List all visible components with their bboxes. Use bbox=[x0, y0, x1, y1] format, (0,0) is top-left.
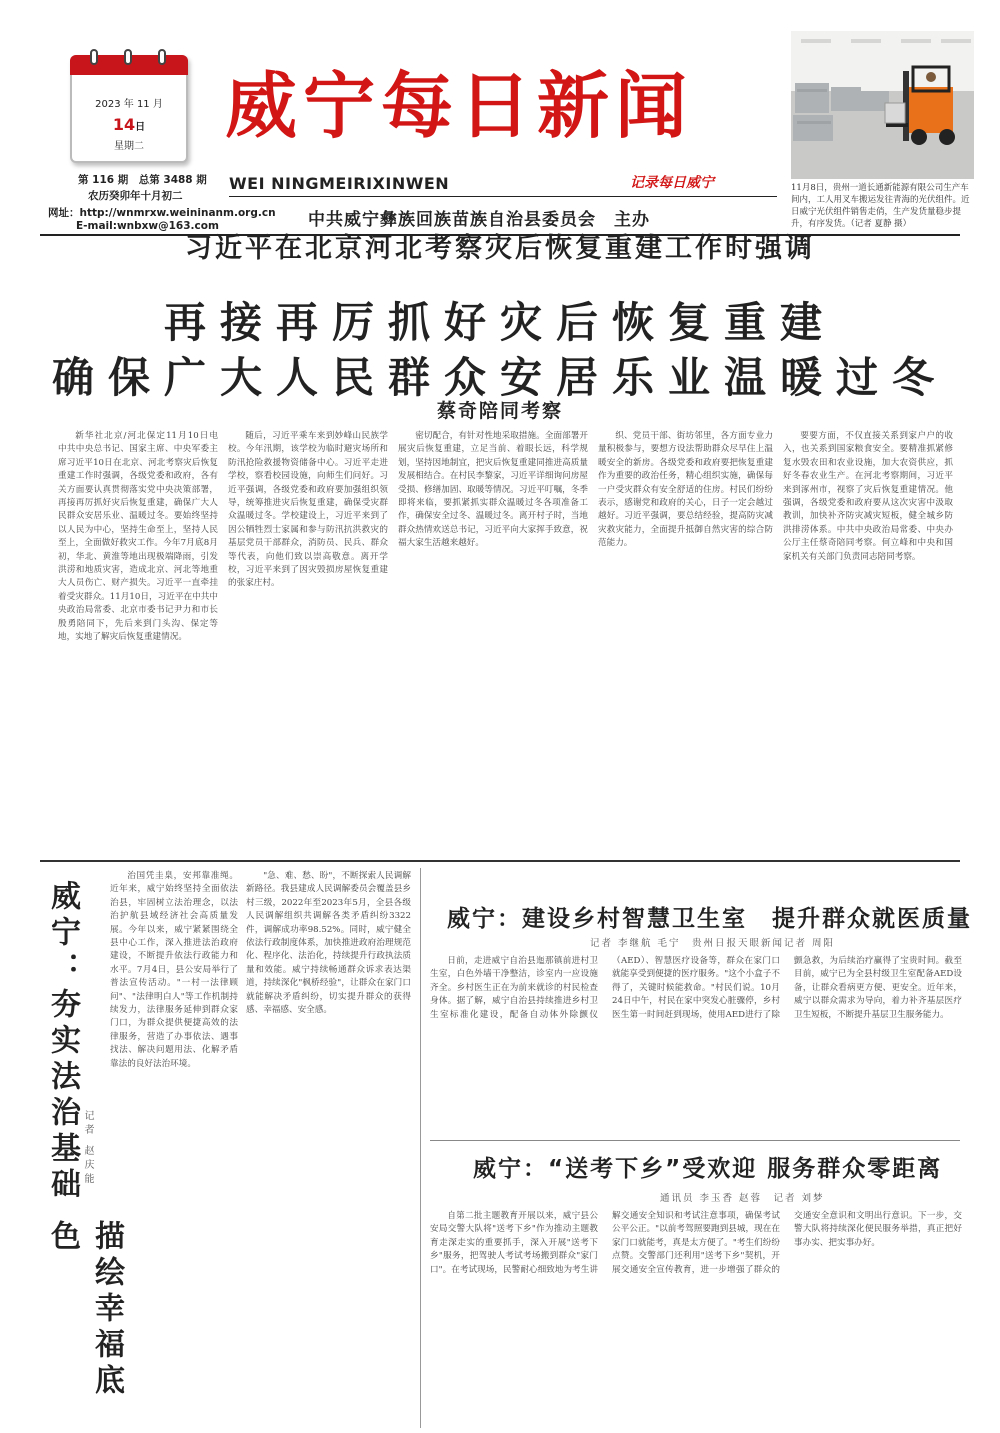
story3-body: 自第二批主题教育开展以来，威宁县公安局交警大队将"送考下乡"作为推动主题教育走深走实的重要抓手，深入开展"送考下乡"服务，把驾驶人考试考场搬到群众"家门口"。在考试现场，民警耐心细致地为考生讲解交通安全知识和考试注意事项，确保考试公平公正。"以前考驾照要跑到县城，现在在家门口就能考，真是太方便了。"考生们纷纷点赞。交警部门还利用"送考下乡"契机，开展交通安全宣传教育，进一步增强了群众的交通安全意识和文明出行意识。下一步，交警大队将持续深化便民服务举措，真正把好事办实、把实事办好。 bbox=[430, 1211, 962, 1275]
masthead-title: 威宁每日新闻 bbox=[225, 63, 694, 148]
left-story-title-part2: 描绘幸福底色 bbox=[45, 1220, 124, 1400]
photo-caption: 11月8日，贵州一道长通新能源有限公司生产车间内，工人用叉车搬运发往青海的光伏组件。近日威宁光伏组件销售走俏，生产发货量稳步提升，有序发货。（记者 夏静 摄） bbox=[791, 183, 970, 229]
masthead-pinyin: WEI NINGMEIRIXINWEN bbox=[229, 174, 450, 193]
divider bbox=[229, 196, 777, 197]
left-story-reporter: 记者 赵庆能 bbox=[82, 1110, 93, 1188]
calendar-month: 2023 年 11 月 bbox=[95, 99, 163, 110]
headline-kicker: 习近平在北京河北考察灾后恢复重建工作时强调 bbox=[185, 233, 815, 264]
divider bbox=[430, 1140, 960, 1141]
calendar-widget bbox=[70, 55, 188, 163]
story3-title: 威宁：“送考下乡”受欢迎 服务群众零距离 bbox=[473, 1156, 943, 1182]
warehouse-photo bbox=[791, 31, 974, 179]
lead-article-column: 随后，习近平乘车来到妙峰山民族学校。今年汛期，该学校为临时避灾场所和防汛抢险救援物资储备中心。习近平走进学校，察看校园设施，向师生们问好。习近平强调，各级党委和政府要加强组织领导，统筹推进灾后恢复重建，确保受灾群众温暖过冬。学校建设上，习近平来到了因公牺牲烈士家属和参与防汛抗洪救灾的基层党员干部群众，消防员、民兵、群众等代表，向他们致以崇高敬意。离开学校，习近平来到了因灾毁损房屋恢复重建的张家庄村。 bbox=[228, 431, 388, 589]
headline-main-line2: 确保广大人民群众安居乐业温暖过冬 bbox=[51, 353, 948, 402]
issue-number: 第 116 期 总第 3488 期 bbox=[78, 174, 207, 186]
left-story-column: 治国凭圭臬，安邦靠准绳。近年来，威宁始终坚持全面依法治县，牢固树立法治理念，以法治护航县域经济社会高质量发展。今年以来，威宁紧紧围绕全县中心工作，深入推进法治政府建设，不断提升依法行政能力和水平。7月4日，县公安局举行了普法宣传活动。"一村一法律顾问"、"法律明白人"等工作机制持续发力，法律服务延伸到群众家门口，为群众提供便捷高效的法律服务，营造了办事依法、遇事找法、解决问题用法、化解矛盾靠法的良好法治环境。 bbox=[110, 871, 238, 1069]
email-link[interactable]: E-mail:wnbxw@163.com bbox=[76, 220, 219, 232]
host-organization: 中共威宁彝族回族苗族自治县委员会 主办 bbox=[308, 210, 650, 230]
masthead-slogan: 记录每日威宁 bbox=[630, 175, 714, 191]
website-link[interactable]: 网址：http://wnmrxw.weininanm.org.cn bbox=[48, 207, 276, 219]
calendar-day: 14日 bbox=[112, 115, 146, 134]
headline-subtitle: 蔡奇陪同考察 bbox=[436, 400, 563, 422]
calendar-weekday: 星期二 bbox=[114, 141, 144, 152]
story2-body: 日前，走进威宁自治县迤那镇前进村卫生室，白色外墙干净整洁，诊室内一应设施齐全。乡村医生正在为前来就诊的村民检查身体。据了解，威宁自治县持续推进乡村卫生室标准化建设，配备自动体外除颤仪（AED）、智慧医疗设备等，群众在家门口就能享受到便捷的医疗服务。"这个小盒子不得了，关键时候能救命。"村民们说。10月24日中午，村民在家中突发心脏骤停，乡村医生第一时间赶到现场，使用AED进行了除颤急救，为后续治疗赢得了宝贵时间。截至目前，威宁已为全县村级卫生室配备AED设备，让群众看病更方便、更安全。近年来，威宁以群众需求为导向，着力补齐基层医疗卫生短板，不断提升基层卫生服务能力。 bbox=[430, 956, 962, 1020]
column-divider bbox=[420, 868, 421, 1428]
lead-article-column: 织、党员干部、街坊邻里，各方面专业力量积极参与，要想方设法帮助群众尽早住上温暖安全的新房。各级党委和政府要把恢复重建作为重要的政治任务，精心组织实施，确保每一户受灾群众有安全舒适的住房。村民们纷纷表示，感谢党和政府的关心，日子一定会越过越好。习近平强调，要总结经验，提高防灾减灾救灾能力，全面提升抵御自然灾害的综合防范能力。 bbox=[598, 431, 773, 549]
calendar-ring-icon bbox=[90, 49, 98, 65]
calendar-ring-icon bbox=[158, 49, 166, 65]
left-story-column: "急、难、愁、盼"，不断探索人民调解新路径。我县建成人民调解委员会覆盖县乡村三级，2022年至2023年5月，全县各级人民调解组织共调解各类矛盾纠纷3322件，调解成功率98.52%。同时，威宁健全依法行政制度体系，加快推进政府治理规范化、程序化、法治化，持续提升行政执法质量和效能。威宁持续畅通群众诉求表达渠道，持续深化"枫桥经验"，让群众在家门口就能解决矛盾纠纷，切实提升群众的获得感、幸福感、安全感。 bbox=[246, 871, 411, 1016]
story3-byline: 通讯员 李玉香 赵蓉 记者 刘梦 bbox=[660, 1193, 825, 1204]
section-rule bbox=[40, 860, 960, 862]
headline-main-line1: 再接再厉抓好灾后恢复重建 bbox=[163, 298, 836, 347]
left-story-title-part1: 威宁：夯实法治基础 bbox=[45, 880, 80, 1204]
calendar-ring-icon bbox=[124, 49, 132, 65]
story2-title: 威宁：建设乡村智慧卫生室 提升群众就医质量 bbox=[447, 906, 972, 932]
story2-byline: 记者 李继航 毛宁 贵州日报天眼新闻记者 周阳 bbox=[590, 938, 836, 949]
lunar-date: 农历癸卯年十月初二 bbox=[88, 190, 183, 202]
lead-article-column: 密切配合，有针对性地采取措施。全面部署开展灾后恢复重建，立足当前、着眼长远，科学规划，坚持因地制宜，把灾后恢复重建同推进高质量发展相结合。在村民李黎家，习近平详细询问房屋受损、修缮加固、取暖等情况。习近平叮嘱，冬季即将来临，要抓紧抓实群众温暖过冬各项准备工作，确保安全过冬、温暖过冬。离开村子时，当地群众热情欢送总书记，习近平向大家挥手致意，祝福大家生活越来越好。 bbox=[398, 431, 588, 549]
lead-article-column: 要要方面，不仅直接关系到家户户的收入，也关系到国家粮食安全。要精准抓紧修复水毁农田和农业设施，加大农资供应，抓好冬春农业生产。在河北考察期间，习近平来到涿州市，视察了灾后恢复重建情况。他强调，各级党委和政府要从这次灾害中汲取教训，加快补齐防灾减灾短板，健全城乡防洪排涝体系。中共中央政治局常委、中央办公厅主任蔡奇陪同考察。何立峰和中央和国家机关有关部门负责同志陪同考察。 bbox=[783, 431, 953, 562]
lead-article-column: 新华社北京/河北保定11月10日电 中共中央总书记、国家主席、中央军委主席习近平10日在北京、河北考察灾后恢复重建工作时强调，各级党委和政府，各有关方面要认真贯彻落实党中央决策部署，再接再厉抓好灾后恢复重建，确保广大人民群众安居乐业、温暖过冬。要始终坚持以人民为中心，坚持生命至上，坚持人民至上，全面做好救灾工作。今年7月底8月初，华北、黄淮等地出现极端降雨，引发洪涝和地质灾害，造成北京、河北等地重大人员伤亡、财产损失。习近平一直牵挂着受灾群众。11月10日，习近平在中共中央政治局常委、北京市委书记尹力和市长殷勇陪同下，先后来到门头沟、保定等地，实地了解灾后恢复重建情况。 bbox=[58, 431, 227, 643]
